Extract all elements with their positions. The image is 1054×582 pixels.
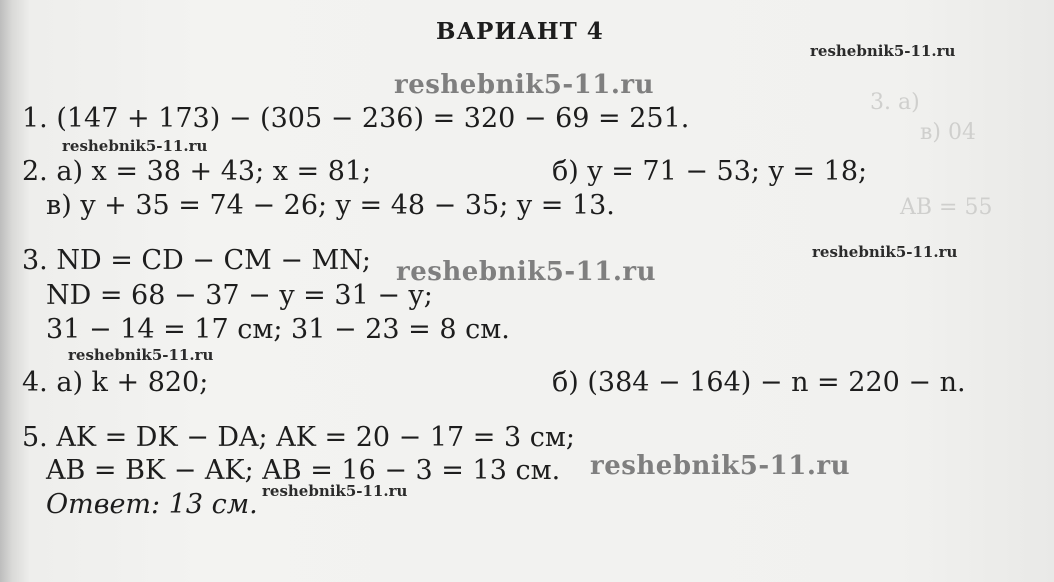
task-1-line: 1. (147 + 173) − (305 − 236) = 320 − 69 = 251. (22, 103, 690, 134)
watermark: reshebnik5-11.ru (590, 451, 851, 481)
watermark: reshebnik5-11.ru (62, 137, 208, 155)
task-5-line-1: 5. AK = DK − DA; AK = 20 − 17 = 3 см; (22, 422, 575, 453)
bleed-through-text: в) 04 (920, 120, 976, 145)
watermark: reshebnik5-11.ru (394, 70, 655, 100)
task-2-part-b: б) y = 71 − 53; y = 18; (552, 156, 868, 187)
task-5-answer: Ответ: 13 см. (46, 489, 258, 520)
watermark: reshebnik5-11.ru (810, 42, 956, 60)
watermark: reshebnik5-11.ru (812, 243, 958, 261)
task-4-part-b: б) (384 − 164) − n = 220 − n. (552, 367, 966, 398)
task-2-part-a: 2. а) x = 38 + 43; x = 81; (22, 156, 372, 187)
task-3-line-2: ND = 68 − 37 − y = 31 − y; (46, 280, 433, 311)
page-title: ВАРИАНТ 4 (436, 18, 604, 45)
watermark: reshebnik5-11.ru (68, 346, 214, 364)
watermark: reshebnik5-11.ru (262, 482, 408, 500)
watermark: reshebnik5-11.ru (396, 257, 657, 287)
task-3-line-3: 31 − 14 = 17 см; 31 − 23 = 8 см. (46, 314, 510, 345)
bleed-through-text: 3. а) (870, 90, 920, 115)
bleed-through-text: AB = 55 (900, 195, 993, 220)
task-2-part-c: в) y + 35 = 74 − 26; y = 48 − 35; y = 13. (46, 190, 615, 221)
task-3-line-1: 3. ND = CD − CM − MN; (22, 245, 371, 276)
task-4-part-a: 4. а) k + 820; (22, 367, 209, 398)
task-5-line-2: AB = BK − AK; AB = 16 − 3 = 13 см. (46, 455, 561, 486)
